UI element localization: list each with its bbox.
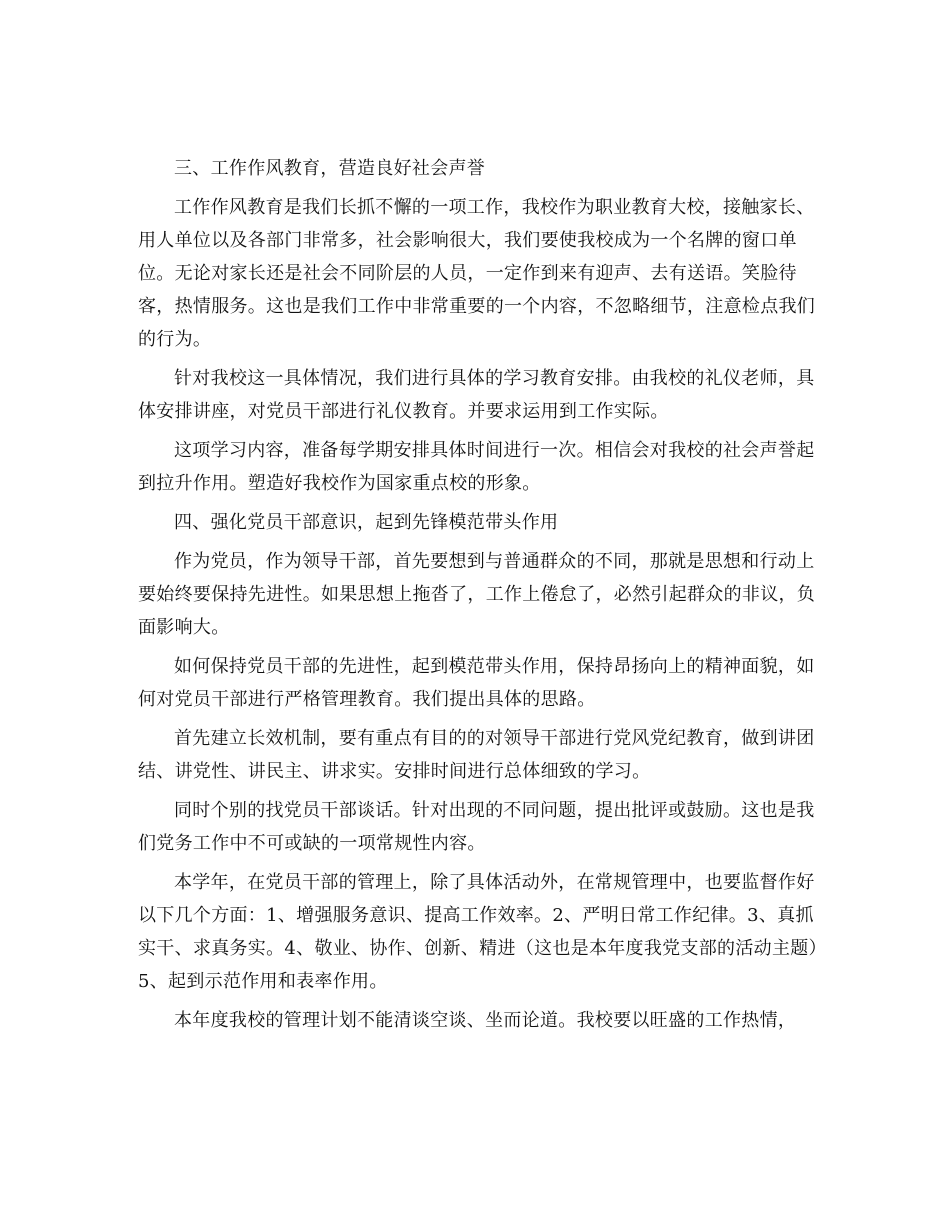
paragraph: 首先建立长效机制，要有重点有目的的对领导干部进行党风党纪教育，做到讲团结、讲党性、讲民主、讲求实。安排时间进行总体细致的学习。: [138, 728, 815, 782]
paragraph: 针对我校这一具体情况，我们进行具体的学习教育安排。由我校的礼仪老师，具体安排讲座，对党员干部进行礼仪教育。并要求运用到工作实际。: [138, 368, 815, 422]
paragraph: 作为党员，作为领导干部，首先要想到与普通群众的不同，那就是思想和行动上要始终要保持先进性。如果思想上拖沓了，工作上倦怠了，必然引起群众的非议，负面影响大。: [138, 551, 816, 638]
paragraph: 工作作风教育是我们长抓不懈的一项工作，我校作为职业教育大校，接触家长、用人单位以及各部门非常多，社会影响很大，我们要使我校成为一个名牌的窗口单位。无论对家长还是社会不同阶层的人员，一定作到来有迎声、去有送语。笑脸待客，热情服务。这也是我们工作中非常重要的一个内容，不忽略细节，注意检点我们的行为。: [138, 197, 816, 350]
section-heading-3: 三、工作作风教育，营造良好社会声誉: [174, 158, 486, 179]
paragraph: 本学年，在党员干部的管理上，除了具体活动外，在常规管理中，也要监督作好以下几个方面：1、增强服务意识、提高工作效率。2、严明日常工作纪律。3、真抓实干、求真务实。4、敬业、协作、创新、精进（这也是本年度我党支部的活动主题）5、起到示范作用和表率作用。: [138, 872, 818, 992]
document-body: [138, 152, 818, 1043]
paragraph: 本年度我校的管理计划不能清谈空谈、坐而论道。我校要以旺盛的工作热情，: [174, 1010, 797, 1031]
section-heading-4: 四、强化党员干部意识，起到先锋模范带头作用: [174, 512, 559, 533]
paragraph: 如何保持党员干部的先进性，起到模范带头作用，保持昂扬向上的精神面貌，如何对党员干部进行严格管理教育。我们提出具体的思路。: [138, 656, 815, 710]
paragraph: 同时个别的找党员干部谈话。针对出现的不同问题，提出批评或鼓励。这也是我们党务工作中不可或缺的一项常规性内容。: [138, 800, 815, 854]
paragraph: 这项学习内容，准备每学期安排具体时间进行一次。相信会对我校的社会声誉起到拉升作用。塑造好我校作为国家重点校的形象。: [138, 440, 815, 494]
